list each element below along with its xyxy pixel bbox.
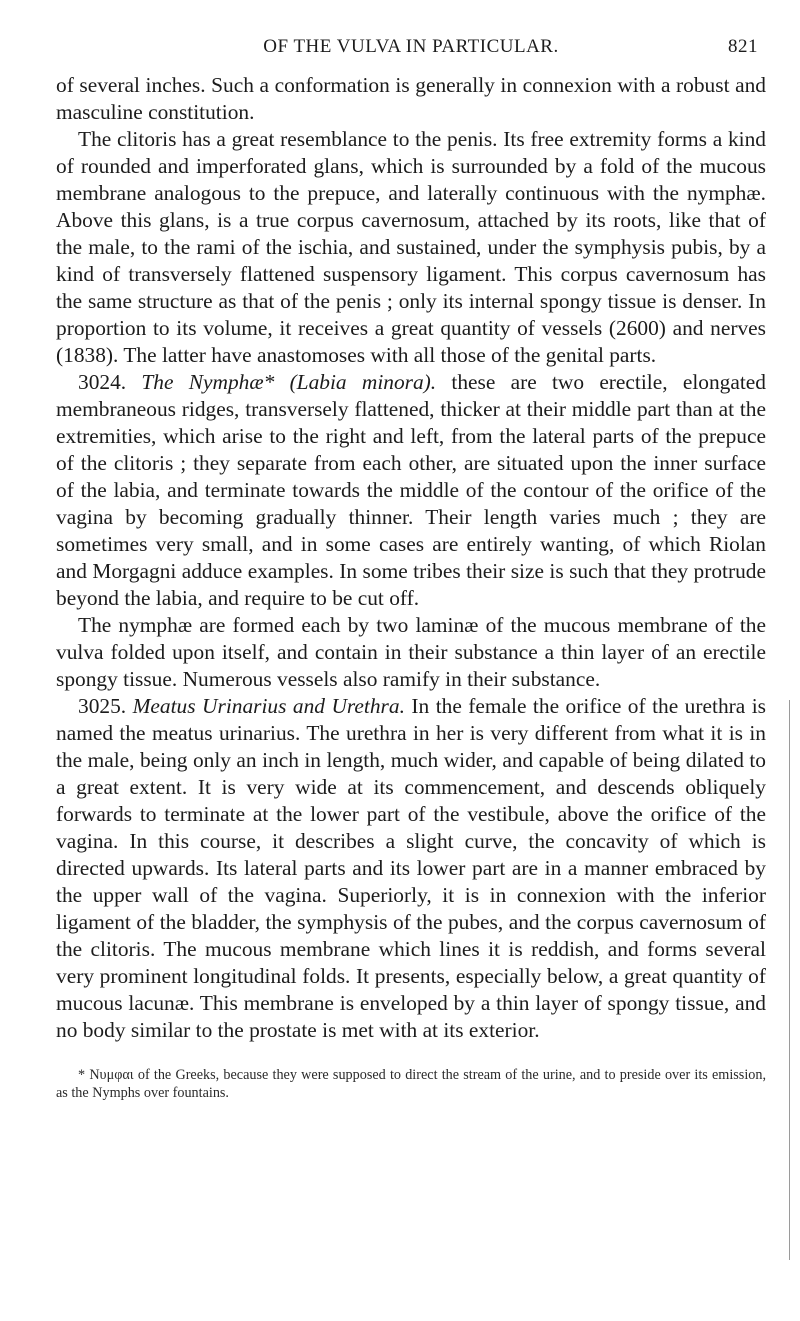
paragraph-continuation: of several inches. Such a conformation is generally in connexion with a robust and masculine constitution. <box>56 73 766 124</box>
page-number: 821 <box>728 36 758 57</box>
section-heading: Meatus Urinarius and Urethra. <box>132 694 405 718</box>
section-text: In the female the orifice of the urethra is named the meatus urinarius. The urethra in her is very different from what it is in the male, being only an inch in length, much wider, and capable of being dilated to a great extent. It is very wide at its commencement, and descends obliquely forwards to terminate at the lower part of the vestibule, above the orifice of the vagina. In this course, it describes a slight curve, the concavity of which is directed upwards. Its lateral parts and its lower part are in a manner embraced by the upper wall of the vagina. Superiorly, it is in connexion with the inferior ligament of the bladder, the symphysis of the pubes, and the corpus cavernosum of the clitoris. The mucous membrane which lines it is reddish, and forms several very prominent longitudinal folds. It presents, especially below, a great quantity of mucous lacunæ. This membrane is enveloped by a thin layer of spongy tissue, and no body similar to the prostate is met with at its exterior. <box>56 694 766 1042</box>
section-number: 3025. <box>78 694 127 718</box>
section-text: these are two erectile, elongated membraneous ridges, transversely flattened, thicker at their middle part than at the extremities, which arise to the right and left, from the lateral parts of the prepuce of the clitoris ; they separate from each other, are situated upon the inner surface of the labia, and terminate towards the middle of the contour of the orifice of the vagina by becoming gradually thinner. Their length varies much ; they are sometimes very small, and in some cases are entirely wanting, of which Riolan and Morgagni adduce examples. In some tribes their size is such that they protrude beyond the labia, and require to be cut off. <box>56 370 766 610</box>
footnote <box>56 1066 766 1102</box>
paragraph-meatus <box>56 693 766 1044</box>
paragraph-nymphae <box>56 369 766 612</box>
body-text <box>56 72 766 1044</box>
footnote-text: of the Greeks, because they were supposed to direct the stream of the urine, and to preside over its emission, as the Nymphs over fountains. <box>56 1067 767 1101</box>
footnote-greek-word: Νυμφαι <box>89 1067 134 1083</box>
footnote-marker: * <box>78 1067 86 1083</box>
paragraph-nymphae-structure: The nymphæ are formed each by two laminæ of the mucous membrane of the vulva folded upon itself, and contain in their substance a thin layer of an erectile spongy tissue. Numerous vessels also ramify in their substance. <box>56 613 766 691</box>
margin-shadow-line <box>789 700 790 1260</box>
section-heading: The Nymphæ* (Labia minora). <box>141 370 437 394</box>
page <box>56 36 766 1102</box>
section-number: 3024. <box>78 370 127 394</box>
running-title: OF THE VULVA IN PARTICULAR. <box>263 36 559 57</box>
paragraph-clitoris: The clitoris has a great resemblance to the penis. Its free extremity forms a kind of rounded and imperforated glans, which is surrounded by a fold of the mucous membrane analogous to the prepuce, and laterally continuous with the nymphæ. Above this glans, is a true corpus cavernosum, attached by its roots, like that of the male, to the rami of the ischia, and sustained, under the symphysis pubis, by a kind of transversely flattened suspensory ligament. This corpus cavernosum has the same structure as that of the penis ; only its internal spongy tissue is denser. In proportion to its volume, it receives a great quantity of vessels (2600) and nerves (1838). The latter have anastomoses with all those of the genital parts. <box>56 127 766 367</box>
